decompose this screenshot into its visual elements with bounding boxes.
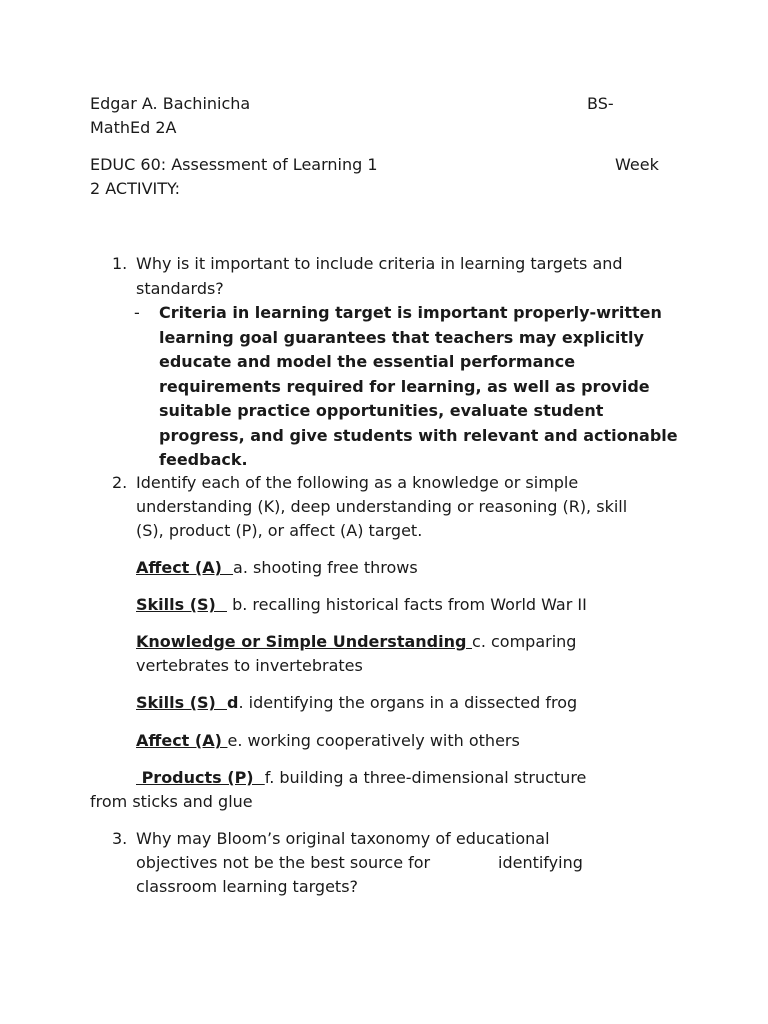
item-c-text: c. comparing xyxy=(472,632,577,651)
item-e-answer: Affect (A) xyxy=(136,731,228,750)
question-1-line2: standards? xyxy=(136,279,224,298)
item-d xyxy=(136,691,681,716)
item-b-text: b. recalling historical facts from World War II xyxy=(227,595,587,614)
question-2-line1: Identify each of the following as a knowledge or simple xyxy=(136,473,579,492)
student-name: Edgar A. Bachinicha xyxy=(90,94,251,113)
item-f-answer: Products (P) xyxy=(136,768,265,787)
item-c-answer: Knowledge or Simple Understanding xyxy=(136,632,473,651)
answer-1-bullet: - xyxy=(134,303,140,322)
item-d-letter: d xyxy=(227,693,239,712)
question-2-line2: understanding (K), deep understanding or reasoning (R), skill xyxy=(136,497,628,516)
item-a xyxy=(136,556,681,581)
item-a-answer: Affect (A) xyxy=(136,558,234,577)
question-3-number: 3. xyxy=(112,829,128,848)
item-d-text: . identifying the organs in a dissected frog xyxy=(238,693,578,712)
question-2-number: 2. xyxy=(112,473,128,492)
answer-1-text: Criteria in learning target is important properly-written learning goal guarantees that teachers may explicitly educate and model the essential performance requirements required for learning, as well as provide suitable practice opportunities, evaluate student progress, and give students with relevant and actionable feedback. xyxy=(159,303,678,469)
item-a-text: a. shooting free throws xyxy=(233,558,418,577)
item-e-text: e. working cooperatively with others xyxy=(227,731,520,750)
course-title: EDUC 60: Assessment of Learning 1 xyxy=(90,155,378,174)
question-3-line3: classroom learning targets? xyxy=(136,877,359,896)
item-b-answer: Skills (S) xyxy=(136,595,227,614)
question-1-number: 1. xyxy=(112,254,128,273)
program-part1: BS- xyxy=(587,94,614,113)
question-3-line1: Why may Bloom’s original taxonomy of educational xyxy=(136,829,550,848)
question-1-line1: Why is it important to include criteria in learning targets and xyxy=(136,254,623,273)
item-b xyxy=(136,593,681,618)
question-3-line2a: objectives not be the best source for xyxy=(136,853,431,872)
item-d-answer: Skills (S) xyxy=(136,693,227,712)
item-c-text2: vertebrates to invertebrates xyxy=(136,656,363,675)
program-part2: MathEd 2A xyxy=(90,118,177,137)
question-3-line2b: identifying xyxy=(498,853,583,872)
week-part2: 2 ACTIVITY: xyxy=(90,179,181,198)
week-part1: Week xyxy=(615,155,659,174)
item-e xyxy=(136,729,681,754)
item-c xyxy=(136,630,681,655)
item-f-text: f. building a three-dimensional structure xyxy=(264,768,587,787)
item-f-text2: from sticks and glue xyxy=(90,792,253,811)
item-f xyxy=(136,766,681,791)
question-2-line3: (S), product (P), or affect (A) target. xyxy=(136,521,423,540)
